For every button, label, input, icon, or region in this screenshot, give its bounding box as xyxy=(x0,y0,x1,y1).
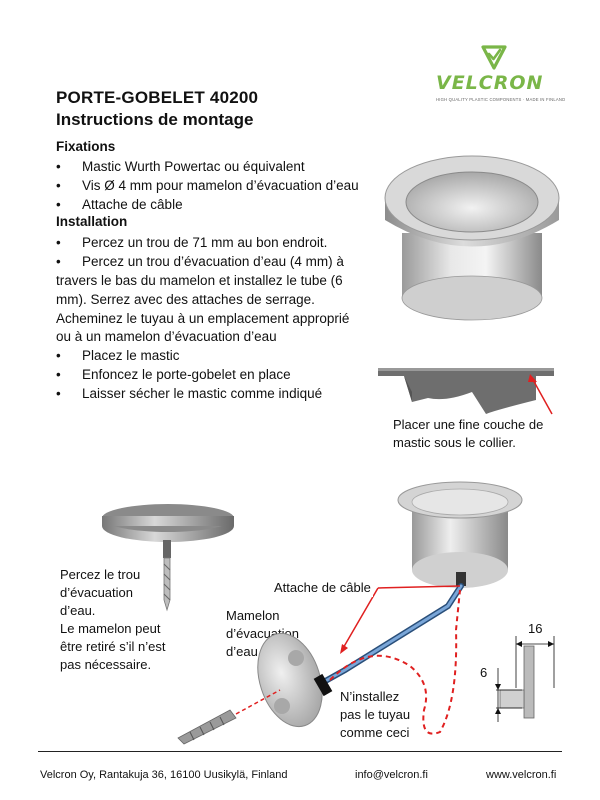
mastic-pointer-arrow xyxy=(510,370,560,420)
installation-step: • Percez un trou d’évacuation d’eau (4 mm) à xyxy=(56,254,344,269)
installation-step: • Placez le mastic xyxy=(56,348,180,363)
dimension-drawing xyxy=(474,616,574,726)
drill-caption: Percez le trou d’évacuation d’eau. Le mamelon peut être retiré s’il n’est pas nécessaire. xyxy=(60,567,166,672)
brand-logo xyxy=(436,44,566,106)
cable-tie-caption: Attache de câble xyxy=(274,580,371,595)
footer-divider xyxy=(38,751,562,752)
brand-name: VELCRON xyxy=(436,72,544,94)
installation-step-line: mm). Serrez avec des attaches de serrage. xyxy=(56,292,315,307)
page-title: PORTE-GOBELET 40200 xyxy=(56,88,259,107)
installation-step-line: Acheminez le tuyau à un emplacement approprié xyxy=(56,311,350,326)
cup-holder-illustration xyxy=(380,148,570,338)
fixations-heading: Fixations xyxy=(56,139,116,154)
fixation-item: • Attache de câble xyxy=(56,197,183,212)
installation-step-line: ou à un mamelon d’évacuation d’eau xyxy=(56,329,277,344)
brand-tagline: HIGH QUALITY PLASTIC COMPONENTS · MADE IN FINLAND xyxy=(436,97,566,102)
dimension-height-label: 6 xyxy=(480,665,488,680)
installation-heading: Installation xyxy=(56,214,128,229)
installation-step: • Laisser sécher le mastic comme indiqué xyxy=(56,386,323,401)
page-subtitle: Instructions de montage xyxy=(56,110,254,129)
dimension-width-label: 16 xyxy=(528,621,543,636)
installation-step: • Enfoncez le porte-gobelet en place xyxy=(56,367,291,382)
fixation-item: • Mastic Wurth Powertac ou équivalent xyxy=(56,159,305,174)
installation-step-line: travers le bas du mamelon et installez le tube (6 xyxy=(56,273,343,288)
velcron-check-icon xyxy=(480,44,508,70)
installation-step: • Percez un trou de 71 mm au bon endroit. xyxy=(56,235,328,250)
footer-address: Velcron Oy, Rantakuja 36, 16100 Uusikylä, Finland xyxy=(40,769,288,781)
footer-email[interactable]: info@velcron.fi xyxy=(355,769,428,781)
mastic-caption: Placer une fine couche de mastic sous le collier. xyxy=(393,417,544,450)
footer-website[interactable]: www.velcron.fi xyxy=(486,769,557,781)
nipple-caption: Mamelon d’évacuation d’eau xyxy=(226,608,299,659)
wrong-route-caption: N’installez pas le tuyau comme ceci xyxy=(340,689,411,740)
fixation-item: • Vis Ø 4 mm pour mamelon d’évacuation d’eau xyxy=(56,178,359,193)
